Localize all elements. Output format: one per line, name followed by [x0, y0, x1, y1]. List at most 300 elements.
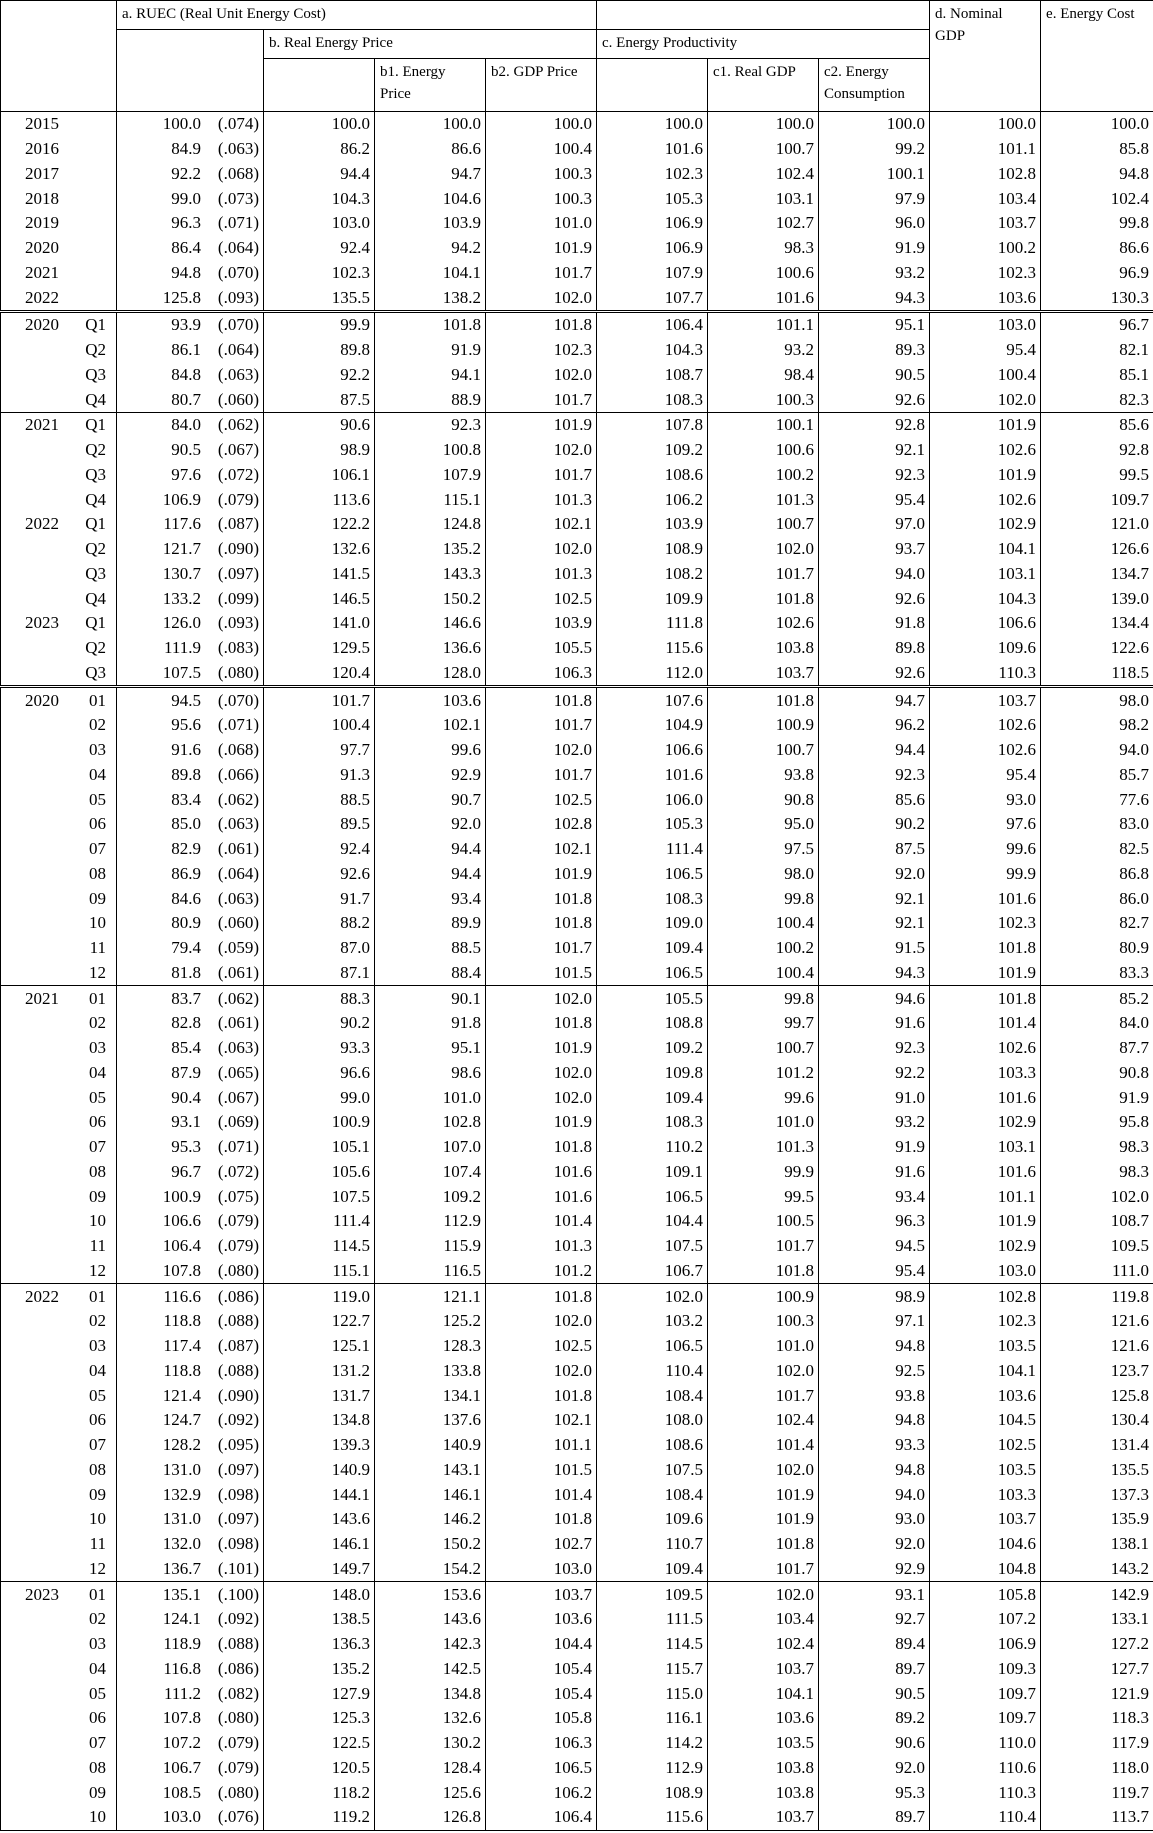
cell-nominal-gdp: 109.3	[930, 1657, 1041, 1682]
cell-energy-productivity: 116.1	[597, 1706, 708, 1731]
row-period: Q3	[59, 363, 117, 388]
cell-energy-price: 94.4	[375, 862, 486, 887]
cell-energy-cost: 135.5	[1041, 1458, 1153, 1483]
cell-real-gdp: 101.9	[708, 1507, 819, 1532]
row-year	[1, 562, 59, 587]
table-row	[1, 636, 1153, 661]
ruec-index: 82.9	[171, 839, 201, 859]
cell-real-gdp: 101.3	[708, 1135, 819, 1160]
header-energy-consumption: c2. Energy Consumption	[819, 59, 930, 112]
cell-energy-cost: 109.7	[1041, 487, 1153, 512]
cell-nominal-gdp: 102.9	[930, 512, 1041, 537]
cell-gdp-price: 102.3	[486, 338, 597, 363]
cell-energy-consumption: 92.1	[819, 438, 930, 463]
cell-energy-cost: 125.8	[1041, 1383, 1153, 1408]
cell-gdp-price: 101.8	[486, 1011, 597, 1036]
cell-real-energy-price: 119.2	[264, 1805, 375, 1830]
cell-nominal-gdp: 103.7	[930, 1507, 1041, 1532]
ruec-index: 108.5	[162, 1782, 201, 1802]
cell-energy-consumption: 99.2	[819, 137, 930, 162]
cell-ruec	[117, 512, 264, 537]
cell-energy-price: 103.9	[375, 211, 486, 236]
cell-energy-consumption: 93.2	[819, 1110, 930, 1135]
cell-real-gdp: 99.5	[708, 1184, 819, 1209]
ruec-share: (.101)	[217, 1558, 259, 1578]
row-year	[1, 787, 59, 812]
cell-ruec	[117, 1458, 264, 1483]
cell-real-energy-price: 139.3	[264, 1433, 375, 1458]
cell-energy-price: 146.6	[375, 611, 486, 636]
cell-ruec	[117, 137, 264, 162]
cell-energy-price: 140.9	[375, 1433, 486, 1458]
row-period: Q3	[59, 661, 117, 687]
ruec-share: (.080)	[217, 662, 259, 682]
cell-nominal-gdp: 103.0	[930, 1259, 1041, 1284]
header-real-energy-price-sub	[264, 59, 375, 112]
ruec-index: 111.2	[164, 1683, 201, 1703]
cell-energy-productivity: 108.9	[597, 1780, 708, 1805]
table-row	[1, 862, 1153, 887]
ruec-index: 111.9	[164, 638, 201, 658]
cell-energy-productivity: 105.3	[597, 812, 708, 837]
cell-ruec	[117, 1482, 264, 1507]
cell-energy-cost: 99.8	[1041, 211, 1153, 236]
cell-real-energy-price: 143.6	[264, 1507, 375, 1532]
cell-gdp-price: 101.8	[486, 1507, 597, 1532]
cell-real-gdp: 98.0	[708, 862, 819, 887]
cell-real-gdp: 101.8	[708, 1259, 819, 1284]
cell-energy-price: 153.6	[375, 1582, 486, 1607]
cell-energy-cost: 118.5	[1041, 661, 1153, 687]
ruec-share: (.071)	[217, 1137, 259, 1157]
table-row	[1, 363, 1153, 388]
row-period	[59, 137, 117, 162]
row-period: 01	[59, 1582, 117, 1607]
cell-energy-productivity: 109.8	[597, 1061, 708, 1086]
cell-nominal-gdp: 103.5	[930, 1458, 1041, 1483]
cell-ruec	[117, 1433, 264, 1458]
table-row	[1, 186, 1153, 211]
table-row	[1, 986, 1153, 1011]
cell-energy-price: 109.2	[375, 1184, 486, 1209]
cell-energy-productivity: 108.9	[597, 537, 708, 562]
ruec-share: (.100)	[217, 1584, 259, 1604]
cell-gdp-price: 101.9	[486, 236, 597, 261]
ruec-share: (.063)	[217, 1038, 259, 1058]
cell-real-energy-price: 89.8	[264, 338, 375, 363]
cell-real-gdp: 100.4	[708, 961, 819, 986]
cell-real-energy-price: 136.3	[264, 1632, 375, 1657]
cell-energy-cost: 83.3	[1041, 961, 1153, 986]
cell-energy-price: 143.1	[375, 1458, 486, 1483]
cell-gdp-price: 101.8	[486, 886, 597, 911]
cell-real-gdp: 102.0	[708, 1359, 819, 1384]
cell-energy-consumption: 89.4	[819, 1632, 930, 1657]
row-period: Q1	[59, 413, 117, 438]
cell-energy-price: 102.8	[375, 1110, 486, 1135]
table-row	[1, 661, 1153, 687]
cell-energy-productivity: 106.5	[597, 961, 708, 986]
cell-ruec	[117, 862, 264, 887]
cell-real-gdp: 101.7	[708, 1383, 819, 1408]
cell-nominal-gdp: 102.9	[930, 1110, 1041, 1135]
cell-gdp-price: 101.3	[486, 562, 597, 587]
cell-gdp-price: 105.5	[486, 636, 597, 661]
cell-nominal-gdp: 107.2	[930, 1607, 1041, 1632]
cell-energy-productivity: 109.4	[597, 1557, 708, 1582]
ruec-share: (.079)	[217, 489, 259, 509]
cell-ruec	[117, 1805, 264, 1830]
cell-real-gdp: 103.7	[708, 1657, 819, 1682]
row-year: 2021	[1, 986, 59, 1011]
ruec-share: (.066)	[217, 764, 259, 784]
cell-nominal-gdp: 103.7	[930, 211, 1041, 236]
cell-energy-consumption: 87.5	[819, 837, 930, 862]
row-period: 08	[59, 1756, 117, 1781]
row-year	[1, 338, 59, 363]
cell-nominal-gdp: 93.0	[930, 787, 1041, 812]
cell-energy-price: 107.9	[375, 463, 486, 488]
cell-ruec	[117, 1706, 264, 1731]
table-row	[1, 713, 1153, 738]
cell-energy-price: 90.7	[375, 787, 486, 812]
cell-energy-productivity: 115.7	[597, 1657, 708, 1682]
cell-energy-productivity: 111.8	[597, 611, 708, 636]
cell-ruec	[117, 1234, 264, 1259]
cell-energy-cost: 82.7	[1041, 911, 1153, 936]
cell-energy-consumption: 97.1	[819, 1309, 930, 1334]
row-year	[1, 387, 59, 412]
cell-energy-price: 143.3	[375, 562, 486, 587]
cell-real-energy-price: 91.3	[264, 763, 375, 788]
cell-energy-price: 92.9	[375, 763, 486, 788]
table-row	[1, 1359, 1153, 1384]
cell-energy-productivity: 110.7	[597, 1532, 708, 1557]
ruec-index: 133.2	[162, 588, 201, 608]
cell-real-energy-price: 87.5	[264, 387, 375, 412]
cell-energy-cost: 127.7	[1041, 1657, 1153, 1682]
cell-energy-price: 88.4	[375, 961, 486, 986]
row-period: 12	[59, 961, 117, 986]
table-row	[1, 438, 1153, 463]
table-row	[1, 1433, 1153, 1458]
cell-energy-price: 95.1	[375, 1036, 486, 1061]
row-year	[1, 1036, 59, 1061]
cell-ruec	[117, 1359, 264, 1384]
cell-nominal-gdp: 102.3	[930, 1309, 1041, 1334]
cell-energy-consumption: 91.9	[819, 236, 930, 261]
ruec-share: (.080)	[217, 1782, 259, 1802]
cell-real-energy-price: 131.2	[264, 1359, 375, 1384]
cell-energy-cost: 118.3	[1041, 1706, 1153, 1731]
row-year	[1, 1507, 59, 1532]
cell-energy-productivity: 106.7	[597, 1259, 708, 1284]
cell-energy-price: 100.0	[375, 112, 486, 137]
row-period: 09	[59, 1184, 117, 1209]
cell-energy-price: 92.0	[375, 812, 486, 837]
cell-real-gdp: 103.8	[708, 636, 819, 661]
cell-energy-productivity: 109.2	[597, 438, 708, 463]
ruec-share: (.070)	[217, 262, 259, 282]
cell-energy-productivity: 108.6	[597, 1433, 708, 1458]
ruec-index: 116.8	[163, 1658, 201, 1678]
table-row	[1, 1234, 1153, 1259]
table-row	[1, 1482, 1153, 1507]
cell-energy-cost: 117.9	[1041, 1731, 1153, 1756]
row-year: 2022	[1, 1284, 59, 1309]
cell-real-energy-price: 101.7	[264, 687, 375, 713]
cell-nominal-gdp: 102.6	[930, 438, 1041, 463]
cell-energy-productivity: 107.5	[597, 1234, 708, 1259]
ruec-share: (.060)	[217, 913, 259, 933]
cell-ruec	[117, 1780, 264, 1805]
row-year	[1, 1706, 59, 1731]
cell-ruec	[117, 387, 264, 412]
cell-real-gdp: 102.4	[708, 162, 819, 187]
cell-real-gdp: 101.4	[708, 1433, 819, 1458]
cell-energy-cost: 102.0	[1041, 1184, 1153, 1209]
cell-ruec	[117, 687, 264, 713]
cell-real-energy-price: 100.0	[264, 112, 375, 137]
cell-energy-productivity: 106.4	[597, 312, 708, 338]
ruec-index: 118.8	[163, 1360, 201, 1380]
ruec-index: 131.0	[162, 1459, 201, 1479]
cell-real-gdp: 100.7	[708, 738, 819, 763]
cell-gdp-price: 106.4	[486, 1805, 597, 1830]
row-period: Q2	[59, 338, 117, 363]
ruec-index: 132.0	[162, 1534, 201, 1554]
ruec-index: 81.8	[171, 962, 201, 982]
cell-nominal-gdp: 102.8	[930, 162, 1041, 187]
cell-ruec	[117, 763, 264, 788]
row-period: 01	[59, 1284, 117, 1309]
row-period: 05	[59, 1085, 117, 1110]
cell-energy-consumption: 95.4	[819, 487, 930, 512]
cell-ruec	[117, 211, 264, 236]
ruec-share: (.059)	[217, 938, 259, 958]
cell-energy-productivity: 108.7	[597, 363, 708, 388]
ruec-index: 130.7	[162, 563, 201, 583]
cell-gdp-price: 103.7	[486, 1582, 597, 1607]
cell-energy-price: 126.8	[375, 1805, 486, 1830]
cell-real-energy-price: 138.5	[264, 1607, 375, 1632]
cell-energy-cost: 130.4	[1041, 1408, 1153, 1433]
row-year: 2020	[1, 236, 59, 261]
cell-energy-productivity: 109.2	[597, 1036, 708, 1061]
row-period: 03	[59, 1036, 117, 1061]
cell-energy-cost: 98.3	[1041, 1135, 1153, 1160]
cell-energy-consumption: 89.2	[819, 1706, 930, 1731]
cell-energy-productivity: 107.6	[597, 687, 708, 713]
table-row	[1, 911, 1153, 936]
cell-real-energy-price: 87.0	[264, 936, 375, 961]
cell-energy-cost: 126.6	[1041, 537, 1153, 562]
cell-real-energy-price: 132.6	[264, 537, 375, 562]
cell-ruec	[117, 812, 264, 837]
cell-energy-price: 121.1	[375, 1284, 486, 1309]
cell-real-energy-price: 148.0	[264, 1582, 375, 1607]
row-period: Q4	[59, 586, 117, 611]
cell-energy-productivity: 104.3	[597, 338, 708, 363]
row-period: Q4	[59, 487, 117, 512]
cell-gdp-price: 104.4	[486, 1632, 597, 1657]
cell-real-gdp: 100.7	[708, 137, 819, 162]
ruec-index: 84.8	[171, 364, 201, 384]
cell-energy-consumption: 94.4	[819, 738, 930, 763]
cell-energy-consumption: 92.3	[819, 1036, 930, 1061]
cell-real-energy-price: 87.1	[264, 961, 375, 986]
row-year	[1, 1383, 59, 1408]
table-row	[1, 763, 1153, 788]
cell-nominal-gdp: 103.3	[930, 1482, 1041, 1507]
row-period: 09	[59, 1780, 117, 1805]
header-spacer	[597, 1, 930, 30]
ruec-share: (.070)	[217, 315, 259, 335]
cell-nominal-gdp: 101.4	[930, 1011, 1041, 1036]
cell-real-energy-price: 99.0	[264, 1085, 375, 1110]
cell-energy-productivity: 102.0	[597, 1284, 708, 1309]
ruec-share: (.074)	[217, 114, 259, 134]
cell-energy-productivity: 106.5	[597, 862, 708, 887]
cell-energy-consumption: 92.6	[819, 387, 930, 412]
cell-ruec	[117, 886, 264, 911]
ruec-share: (.064)	[217, 238, 259, 258]
cell-energy-price: 88.5	[375, 936, 486, 961]
cell-ruec	[117, 487, 264, 512]
row-period: 02	[59, 1011, 117, 1036]
row-period: 03	[59, 738, 117, 763]
cell-real-gdp: 101.8	[708, 586, 819, 611]
ruec-index: 135.1	[162, 1584, 201, 1604]
table-row	[1, 1284, 1153, 1309]
cell-energy-price: 112.9	[375, 1209, 486, 1234]
table-row	[1, 487, 1153, 512]
cell-real-gdp: 101.1	[708, 312, 819, 338]
ruec-share: (.079)	[217, 1733, 259, 1753]
cell-real-energy-price: 92.6	[264, 862, 375, 887]
ruec-share: (.098)	[217, 1484, 259, 1504]
cell-real-energy-price: 97.7	[264, 738, 375, 763]
cell-energy-price: 133.8	[375, 1359, 486, 1384]
cell-energy-cost: 85.2	[1041, 986, 1153, 1011]
cell-gdp-price: 102.0	[486, 537, 597, 562]
table-row	[1, 1632, 1153, 1657]
ruec-index: 107.2	[162, 1733, 201, 1753]
cell-energy-cost: 113.7	[1041, 1805, 1153, 1830]
ruec-index: 84.0	[171, 415, 201, 435]
cell-real-energy-price: 106.1	[264, 463, 375, 488]
ruec-index: 121.4	[162, 1385, 201, 1405]
ruec-index: 107.5	[162, 662, 201, 682]
cell-gdp-price: 102.7	[486, 1532, 597, 1557]
cell-real-gdp: 103.6	[708, 1706, 819, 1731]
cell-real-gdp: 101.3	[708, 487, 819, 512]
cell-energy-productivity: 107.9	[597, 261, 708, 286]
row-period: 01	[59, 986, 117, 1011]
cell-real-energy-price: 88.3	[264, 986, 375, 1011]
cell-energy-consumption: 93.7	[819, 537, 930, 562]
cell-real-gdp: 99.7	[708, 1011, 819, 1036]
cell-gdp-price: 102.8	[486, 812, 597, 837]
header-real-gdp: c1. Real GDP	[708, 59, 819, 112]
header-energy-productivity-sub	[597, 59, 708, 112]
cell-real-gdp: 100.3	[708, 1309, 819, 1334]
cell-gdp-price: 101.3	[486, 487, 597, 512]
cell-ruec	[117, 312, 264, 338]
cell-energy-productivity: 109.1	[597, 1160, 708, 1185]
cell-nominal-gdp: 110.4	[930, 1805, 1041, 1830]
cell-energy-price: 125.6	[375, 1780, 486, 1805]
cell-ruec	[117, 1209, 264, 1234]
cell-energy-price: 91.9	[375, 338, 486, 363]
cell-energy-consumption: 91.9	[819, 1135, 930, 1160]
cell-nominal-gdp: 100.0	[930, 112, 1041, 137]
cell-gdp-price: 105.8	[486, 1706, 597, 1731]
row-period: 10	[59, 1507, 117, 1532]
table-row	[1, 1135, 1153, 1160]
row-year	[1, 1681, 59, 1706]
ruec-share: (.076)	[217, 1807, 259, 1827]
cell-energy-price: 115.1	[375, 487, 486, 512]
cell-gdp-price: 102.5	[486, 586, 597, 611]
row-year	[1, 936, 59, 961]
cell-energy-price: 138.2	[375, 285, 486, 311]
ruec-share: (.062)	[217, 415, 259, 435]
cell-gdp-price: 101.9	[486, 413, 597, 438]
cell-ruec	[117, 112, 264, 137]
cell-ruec	[117, 738, 264, 763]
table-row	[1, 387, 1153, 412]
cell-energy-productivity: 107.8	[597, 413, 708, 438]
cell-ruec	[117, 1061, 264, 1086]
cell-real-gdp: 90.8	[708, 787, 819, 812]
cell-energy-cost: 119.8	[1041, 1284, 1153, 1309]
cell-real-energy-price: 119.0	[264, 1284, 375, 1309]
row-year	[1, 1061, 59, 1086]
cell-real-gdp: 93.2	[708, 338, 819, 363]
row-period: 06	[59, 1706, 117, 1731]
cell-energy-consumption: 91.6	[819, 1160, 930, 1185]
cell-energy-productivity: 106.2	[597, 487, 708, 512]
cell-nominal-gdp: 103.0	[930, 312, 1041, 338]
cell-energy-consumption: 92.0	[819, 1532, 930, 1557]
row-year	[1, 1731, 59, 1756]
cell-energy-price: 132.6	[375, 1706, 486, 1731]
row-period: 11	[59, 1532, 117, 1557]
cell-nominal-gdp: 101.9	[930, 463, 1041, 488]
cell-real-energy-price: 103.0	[264, 211, 375, 236]
cell-real-gdp: 101.8	[708, 687, 819, 713]
table-row	[1, 211, 1153, 236]
row-year	[1, 1334, 59, 1359]
cell-real-gdp: 101.7	[708, 562, 819, 587]
cell-gdp-price: 102.0	[486, 285, 597, 311]
table-row	[1, 837, 1153, 862]
row-year	[1, 862, 59, 887]
table-row	[1, 312, 1153, 338]
cell-nominal-gdp: 101.8	[930, 936, 1041, 961]
cell-energy-productivity: 109.5	[597, 1582, 708, 1607]
cell-nominal-gdp: 101.8	[930, 986, 1041, 1011]
cell-real-gdp: 99.8	[708, 886, 819, 911]
row-year	[1, 812, 59, 837]
cell-energy-productivity: 107.5	[597, 1458, 708, 1483]
cell-gdp-price: 103.9	[486, 611, 597, 636]
cell-gdp-price: 106.3	[486, 661, 597, 687]
cell-energy-productivity: 108.3	[597, 886, 708, 911]
cell-energy-productivity: 108.3	[597, 1110, 708, 1135]
cell-real-energy-price: 122.5	[264, 1731, 375, 1756]
